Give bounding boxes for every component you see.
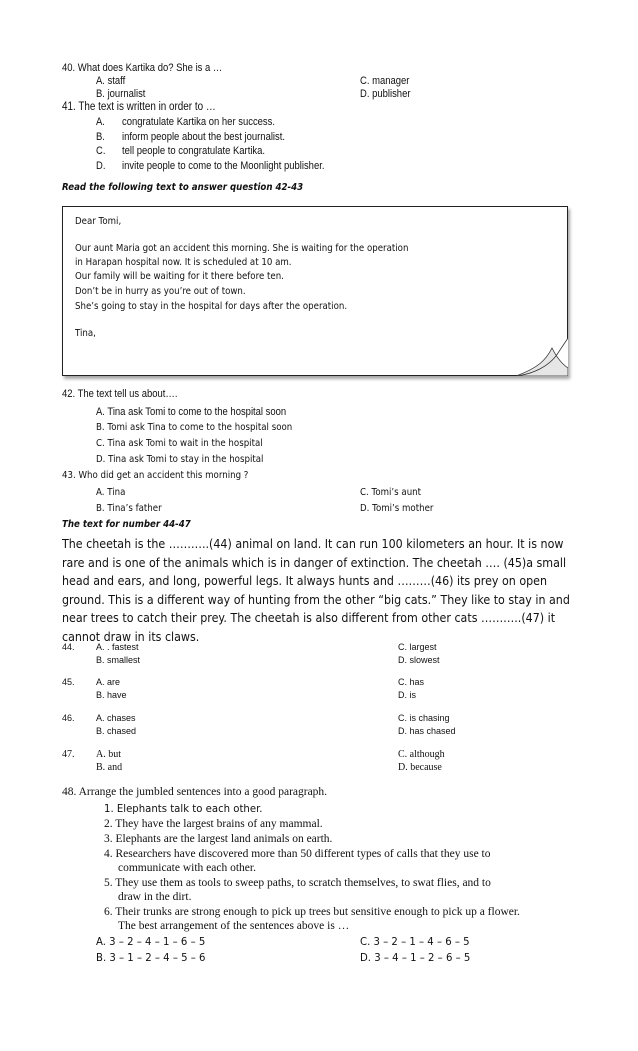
instruction-44-47: The text for number 44-47	[62, 519, 191, 530]
q47-number: 47.	[62, 749, 75, 760]
q40-option-d: D. publisher	[360, 88, 411, 100]
q42-option-d: D. Tina ask Tomi to stay in the hospital	[96, 454, 264, 465]
q48-option-b: B. 3 – 1 – 2 – 4 – 5 – 6	[96, 951, 206, 964]
q41-option-d-letter: D.	[96, 160, 106, 172]
q48-sentence: 4. Researchers have discovered more than 50 different types of calls that they use to	[104, 848, 491, 860]
q42-option-b: B. Tomi ask Tina to come to the hospital soon	[96, 422, 293, 433]
q41-option-c-text: tell people to congratulate Kartika.	[122, 145, 266, 157]
q44-option-d: D. slowest	[398, 655, 440, 665]
q44-option-c: C. largest	[398, 642, 437, 652]
q48-option-a: A. 3 – 2 – 4 – 1 – 6 – 5	[96, 935, 206, 948]
q43-option-a: A. Tina	[96, 487, 126, 498]
q48-sentence: 3. Elephants are the largest land animals on earth.	[104, 833, 333, 845]
q46-option-d: D. has chased	[398, 726, 456, 736]
q41-option-a-text: congratulate Kartika on her success.	[122, 116, 276, 128]
q48-sentence: 6. Their trunks are strong enough to pick up trees but sensitive enough to pick up a flower.	[104, 906, 520, 918]
q46-option-a: A. chases	[96, 713, 136, 723]
q47-option-d: D. because	[398, 762, 442, 773]
q48-option-d: D. 3 – 4 – 1 – 2 – 6 – 5	[360, 951, 471, 964]
q42-stem: 42. The text tell us about….	[62, 388, 178, 400]
q44-option-a: A. . fastest	[96, 642, 139, 652]
q45-number: 45.	[62, 677, 75, 687]
q40-option-c: C. manager	[360, 75, 410, 87]
letter-salutation: Dear Tomi,	[75, 216, 122, 227]
q44-option-b: B. smallest	[96, 655, 141, 665]
q40-option-a: A. staff	[96, 75, 126, 87]
letter-line: in Harapan hospital now. It is scheduled at 10 am.	[75, 257, 292, 268]
q41-stem: 41. The text is written in order to …	[62, 101, 216, 113]
q48-sentence: draw in the dirt.	[118, 891, 192, 903]
q47-option-b: B. and	[96, 762, 123, 773]
q40-stem: 40. What does Kartika do? She is a …	[62, 62, 223, 74]
page-curl-icon	[516, 338, 568, 376]
q46-number: 46.	[62, 713, 75, 723]
q47-option-a: A. but	[96, 749, 121, 760]
q43-stem: 43. Who did get an accident this morning ?	[62, 470, 249, 481]
q41-option-d-text: invite people to come to the Moonlight publisher.	[122, 160, 325, 172]
q43-option-c: C. Tomi’s aunt	[360, 487, 422, 498]
q45-option-c: C. has	[398, 677, 425, 687]
q46-option-b: B. chased	[96, 726, 137, 736]
q42-option-c: C. Tina ask Tomi to wait in the hospital	[96, 438, 263, 449]
q41-option-b-text: inform people about the best journalist.	[122, 131, 286, 143]
q41-option-b-letter: B.	[96, 131, 105, 143]
q45-option-a: A. are	[96, 677, 121, 687]
q44-number: 44.	[62, 642, 75, 652]
q48-sentence: 2. They have the largest brains of any mammal.	[104, 818, 323, 830]
q48-question: The best arrangement of the sentences above is …	[118, 920, 350, 932]
q48-stem: 48. Arrange the jumbled sentences into a good paragraph.	[62, 786, 328, 798]
q41-option-a-letter: A.	[96, 116, 105, 128]
q45-option-d: D. is	[398, 690, 416, 700]
q45-option-b: B. have	[96, 690, 127, 700]
q48-sentence: communicate with each other.	[118, 862, 256, 874]
q43-option-d: D. Tomi’s mother	[360, 503, 434, 514]
q48-option-c: C. 3 – 2 – 1 – 4 – 6 – 5	[360, 935, 470, 948]
q48-sentence: 5. They use them as tools to sweep paths, to scratch themselves, to swat flies, and to	[104, 877, 491, 889]
letter-box	[62, 206, 568, 376]
q48-sentence: 1. Elephants talk to each other.	[104, 802, 263, 815]
letter-signature: Tina,	[75, 328, 96, 339]
letter-line: Our family will be waiting for it there before ten.	[75, 271, 284, 282]
cheetah-passage: The cheetah is the ………..(44) animal on land. It can run 100 kilometers an hour. It is now rare and is one of the animals which is in danger of extinction. The cheetah …. (45)a small head and ears, and long, powerful legs. It always hunts and ………(46) its prey on open ground. This is a different way of hunting from the other “big cats.” They like to stay in and near trees to catch their prey. The cheetah is also different from other cats ………..(47) it cannot draw in its claws.	[62, 536, 570, 644]
letter-line: She’s going to stay in the hospital for days after the operation.	[75, 301, 348, 312]
q40-option-b: B. journalist	[96, 88, 146, 100]
q42-option-a: A. Tina ask Tomi to come to the hospital soon	[96, 406, 287, 418]
instruction-42-43: Read the following text to answer question 42-43	[62, 182, 304, 193]
q41-option-c-letter: C.	[96, 145, 106, 157]
q43-option-b: B. Tina’s father	[96, 503, 162, 514]
letter-line: Our aunt Maria got an accident this morning. She is waiting for the operation	[75, 243, 409, 254]
q47-option-c: C. although	[398, 749, 445, 760]
letter-line: Don’t be in hurry as you’re out of town.	[75, 286, 246, 297]
q46-option-c: C. is chasing	[398, 713, 450, 723]
